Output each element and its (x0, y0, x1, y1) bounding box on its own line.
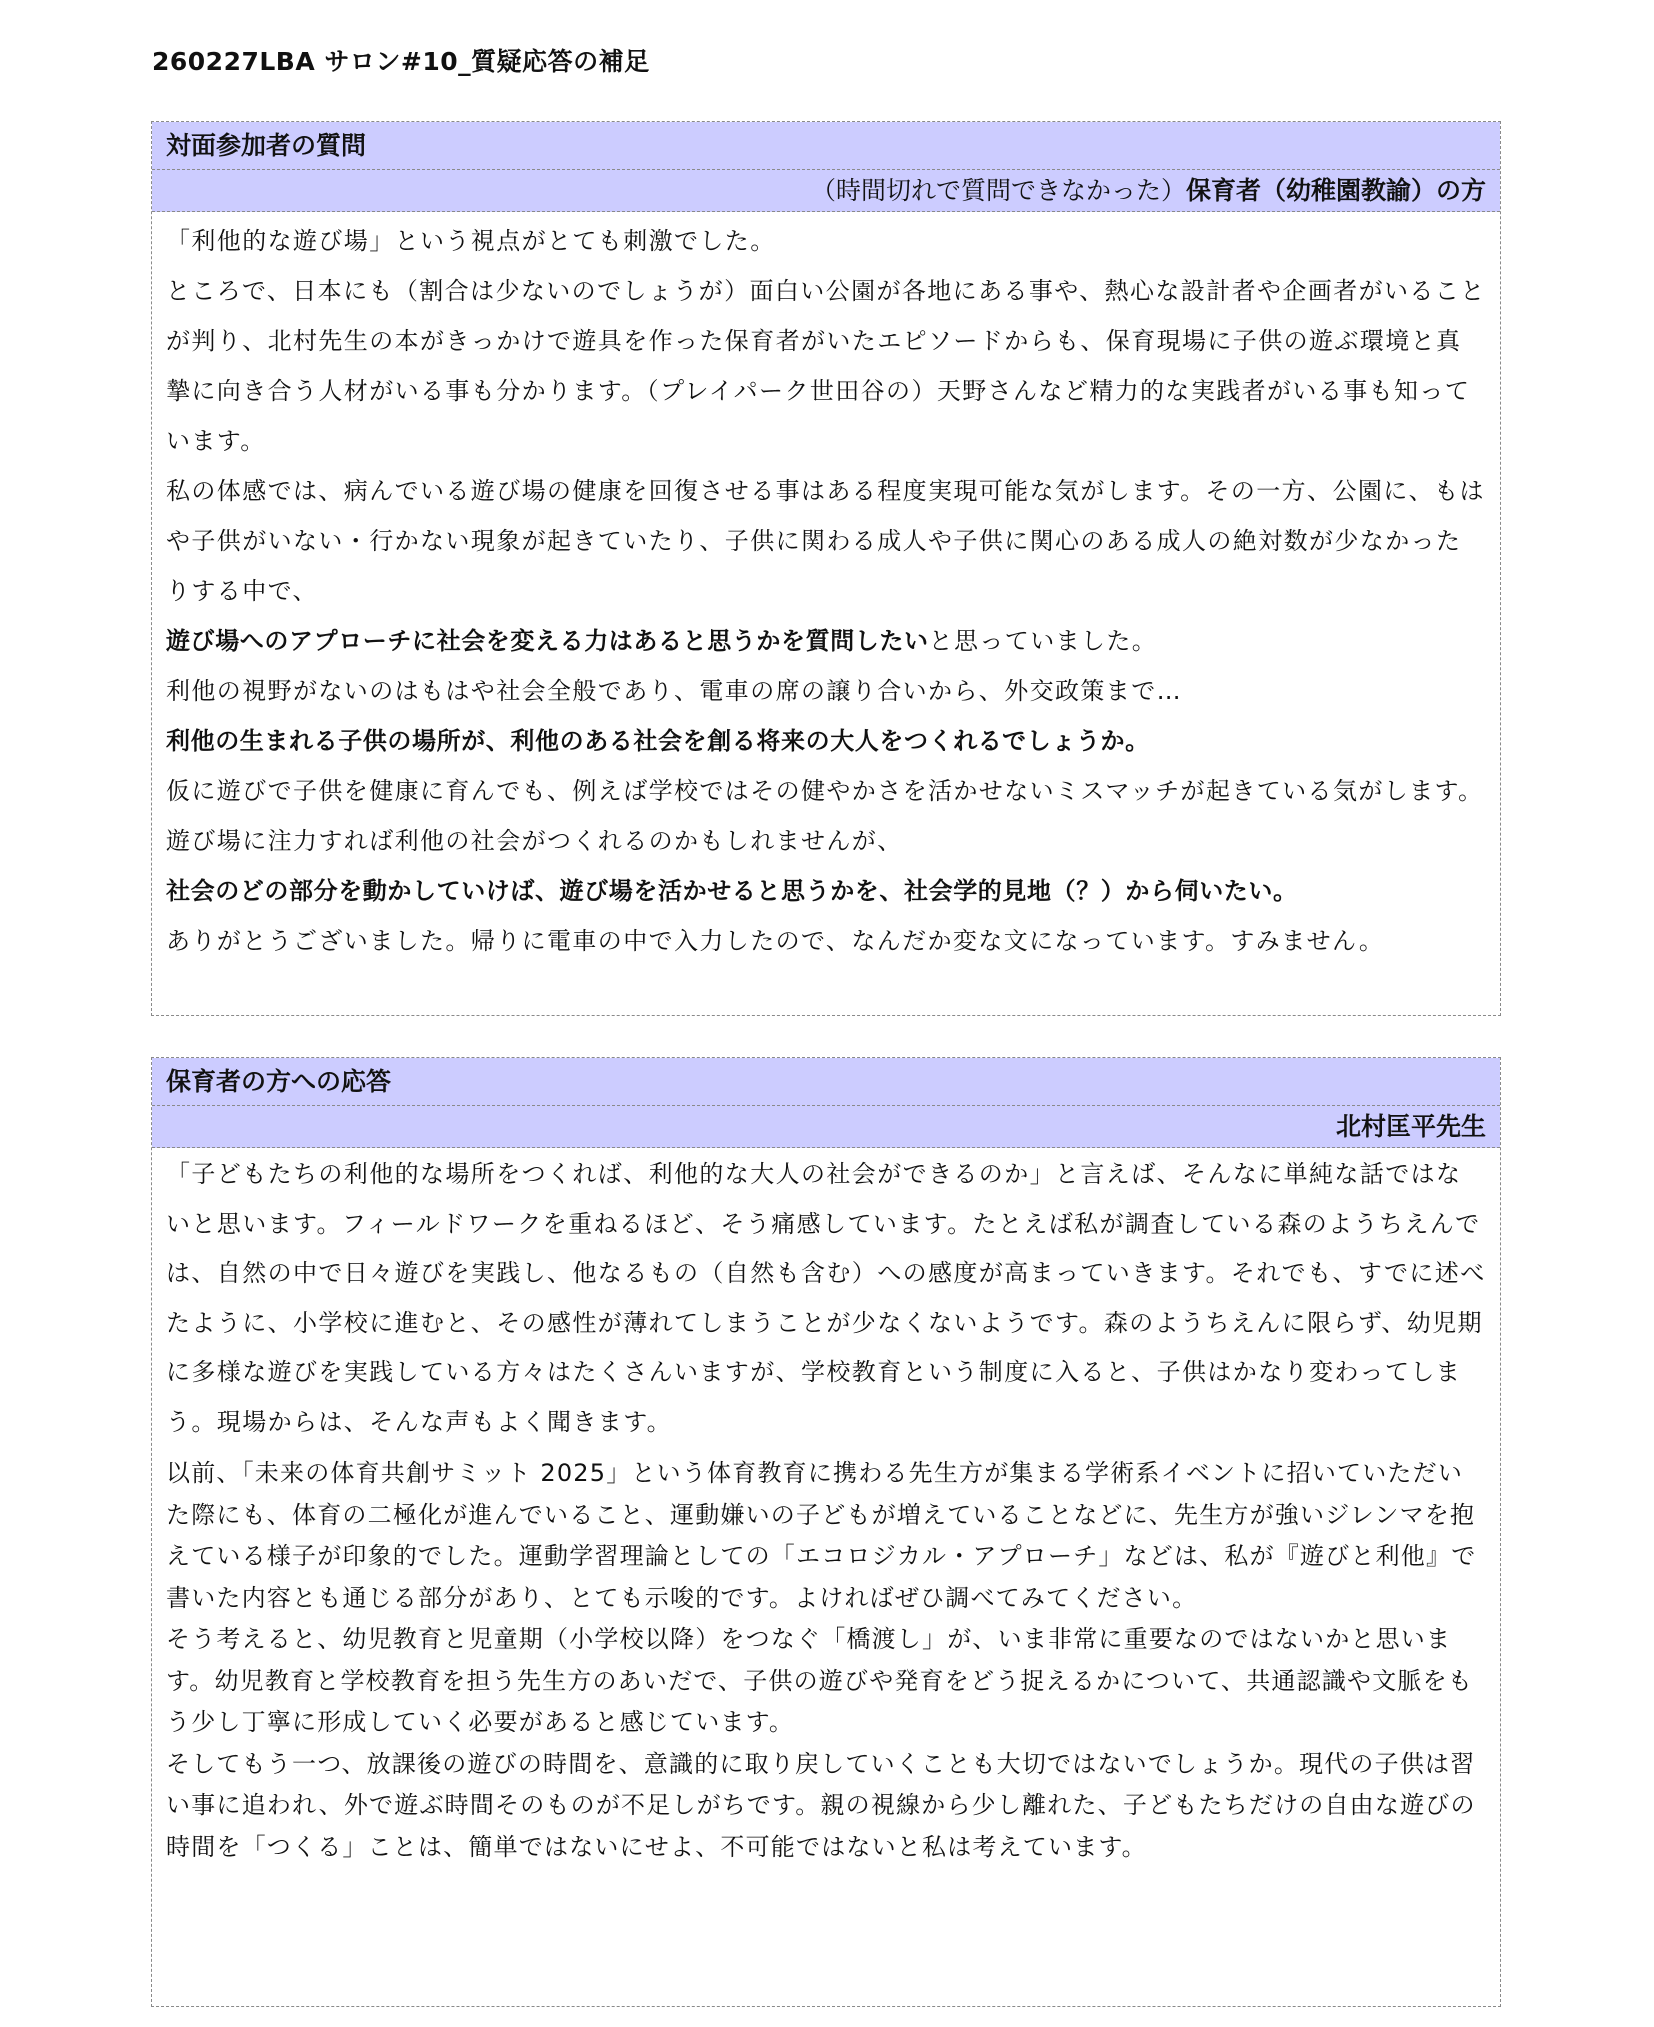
question-emphasis-1-tail: と思っていました。 (928, 627, 1158, 655)
document-title: 260227LBA サロン#10_質疑応答の補足 (152, 47, 650, 76)
question-paragraph: 私の体感では、病んでいる遊び場の健康を回復させる事はある程度実現可能な気がします。その一方、公園に、もはや子供がいない・行かない現象が起きていたり、子供に関わる成人や子供に関心のある成人の絶対数が少なかったりする中で、 (166, 477, 1485, 605)
question-author-row (152, 170, 1500, 212)
answer-paragraph: 以前、「未来の体育共創サミット 2025」という体育教育に携わる先生方が集まる学術系イベントに招いていただいた際にも、体育の二極化が進んでいること、運動嫌いの子どもが増えていることなどに、先生方が強いジレンマを抱えている様子が印象的でした。運動学習理論としての「エコロジカル・アプローチ」などは、私が『遊びと利他』で書いた内容とも通じる部分があり、とても示唆的です。よければぜひ調べてみてください。 (166, 1459, 1477, 1612)
answer-author: 北村匡平先生 (1335, 1112, 1486, 1141)
question-paragraph: 「利他的な遊び場」という視点がとても刺激でした。 (166, 227, 776, 255)
answer-header: 保育者の方への応答 (152, 1058, 1500, 1106)
question-emphasis-1: 遊び場へのアプローチに社会を変える力はあると思うかを質問したい (166, 627, 929, 655)
question-emphasis-2: 利他の生まれる子供の場所が、利他のある社会を創る将来の大人をつくれるでしょうか。 (166, 727, 1150, 755)
question-note: （時間切れで質問できなかった） (810, 176, 1186, 205)
question-body (152, 212, 1500, 966)
answer-author-row (152, 1106, 1500, 1148)
question-header: 対面参加者の質問 (152, 122, 1500, 170)
question-paragraph: 利他の視野がないのはもはや社会全般であり、電車の席の譲り合いから、外交政策まで… (166, 677, 1182, 705)
answer-body-first (152, 1148, 1500, 1447)
question-paragraph: 仮に遊びで子供を健康に育んでも、例えば学校ではその健やかさを活かせないミスマッチが起きている気がします。遊び場に注力すれば利他の社会がつくれるのかもしれませんが、 (166, 777, 1484, 855)
question-author: 保育者（幼稚園教諭）の方 (1185, 176, 1486, 205)
question-paragraph: ところで、日本にも（割合は少ないのでしょうが）面白い公園が各地にある事や、熱心な設計者や企画者がいることが判り、北村先生の本がきっかけで遊具を作った保育者がいたエピソードからも、保育現場に子供の遊ぶ環境と真摯に向き合う人材がいる事も分かります。（プレイパーク世田谷の）天野さんなど精力的な実践者がいる事も知っています。 (166, 277, 1486, 455)
answer-paragraph: 「子どもたちの利他的な場所をつくれば、利他的な大人の社会ができるのか」と言えば、そんなに単純な話ではないと思います。フィールドワークを重ねるほど、そう痛感しています。たとえば私が調査している森のようちえんでは、自然の中で日々遊びを実践し、他なるもの（自然も含む）への感度が高まっていきます。それでも、すでに述べたように、小学校に進むと、その感性が薄れてしまうことが少なくないようです。森のようちえんに限らず、幼児期に多様な遊びを実践している方々はたくさんいますが、学校教育という制度に入ると、子供はかなり変わってしまう。現場からは、そんな声もよく聞きます。 (166, 1160, 1486, 1436)
question-section (151, 121, 1501, 1016)
question-paragraph: ありがとうございました。帰りに電車の中で入力したので、なんだか変な文になっています。すみません。 (166, 927, 1385, 955)
question-emphasis-3: 社会のどの部分を動かしていけば、遊び場を活かせると思うかを、社会学的見地（？）から伺いたい。 (166, 877, 1298, 905)
answer-section (151, 1057, 1501, 2007)
answer-body-rest (152, 1447, 1500, 1868)
answer-paragraph: そしてもう一つ、放課後の遊びの時間を、意識的に取り戻していくことも大切ではないでしょうか。現代の子供は習い事に追われ、外で遊ぶ時間そのものが不足しがちです。親の視線から少し離れた、子どもたちだけの自由な遊びの時間を「つくる」ことは、簡単ではないにせよ、不可能ではないと私は考えています。 (166, 1749, 1476, 1861)
question-emphasis-line (166, 616, 1486, 666)
answer-paragraph: そう考えると、幼児教育と児童期（小学校以降）をつなぐ「橋渡し」が、いま非常に重要なのではないかと思います。幼児教育と学校教育を担う先生方のあいだで、子供の遊びや発育をどう捉えるかについて、共通認識や文脈をもう少し丁寧に形成していく必要があると感じています。 (166, 1625, 1474, 1736)
